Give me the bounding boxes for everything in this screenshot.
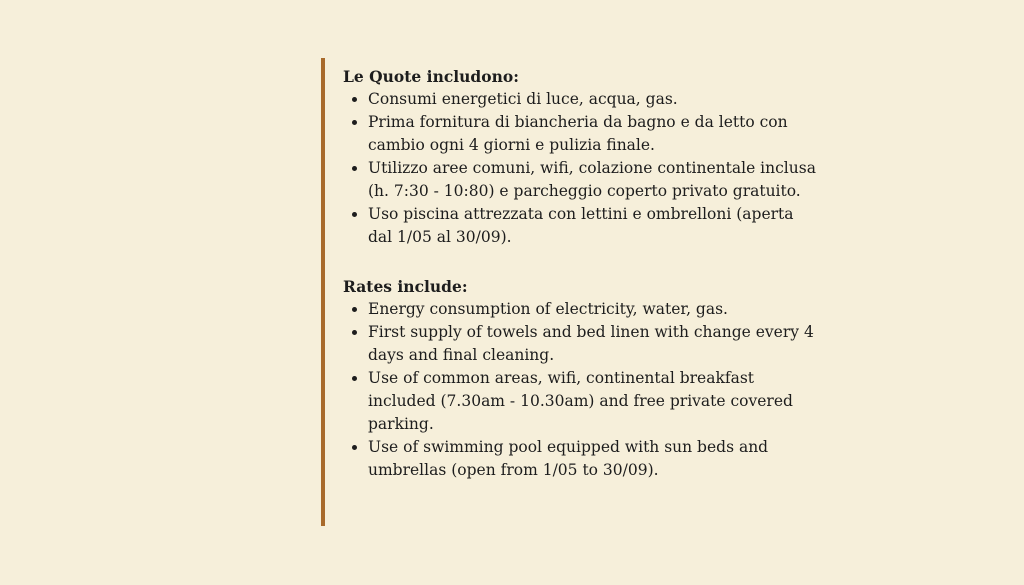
list-item: • Energy consumption of electricity, water, gas.: [368, 298, 821, 321]
italian-inclusions-list: [343, 88, 821, 249]
list-item: • Use of swimming pool equipped with sun beds and umbrellas (open from 1/05 to 30/09).: [368, 436, 821, 482]
list-item: • Uso piscina attrezzata con lettini e ombrelloni (aperta dal 1/05 al 30/09).: [368, 203, 821, 249]
list-item: • Utilizzo aree comuni, wifi, colazione continentale inclusa (h. 7:30 - 10:80) e parcheggio coperto privato gratuito.: [368, 157, 821, 203]
list-item: • Prima fornitura di biancheria da bagno e da letto con cambio ogni 4 giorni e pulizia finale.: [368, 111, 821, 157]
list-item: • Consumi energetici di luce, acqua, gas.: [368, 88, 821, 111]
list-item: • First supply of towels and bed linen with change every 4 days and final cleaning.: [368, 321, 821, 367]
section-spacer: [343, 249, 821, 275]
list-item: • Use of common areas, wifi, continental breakfast included (7.30am - 10.30am) and free private covered parking.: [368, 367, 821, 436]
rates-content-block: [321, 58, 821, 526]
english-inclusions-list: [343, 298, 821, 482]
english-section-title: Rates include:: [343, 277, 468, 296]
italian-section-title: Le Quote includono:: [343, 67, 519, 86]
